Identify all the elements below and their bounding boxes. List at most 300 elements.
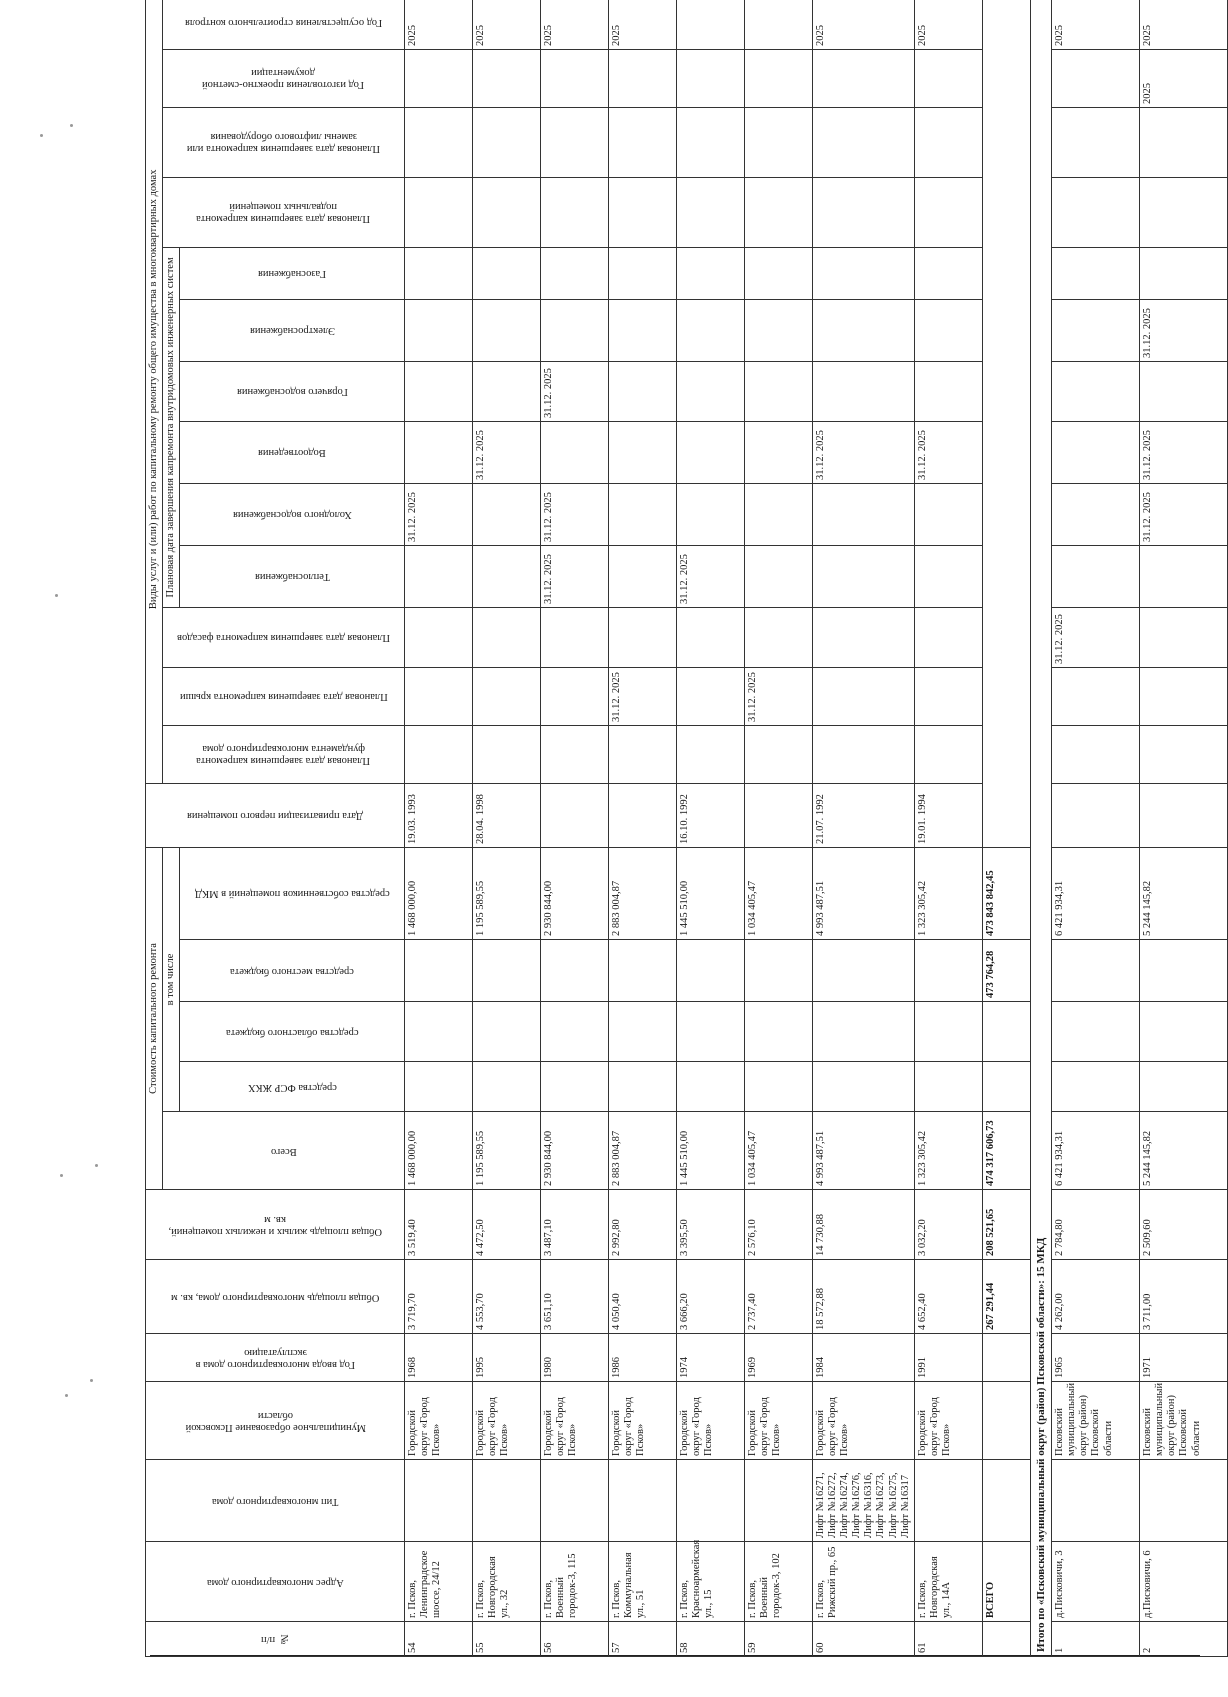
cell bbox=[982, 0, 1030, 847]
header-elec-text: Электроснабжения bbox=[249, 325, 335, 337]
cell-obl bbox=[473, 1002, 541, 1062]
cell-hot bbox=[914, 361, 982, 421]
cell-own: 1 323 305,42 bbox=[914, 847, 982, 939]
table-body-city bbox=[405, 0, 983, 1657]
cell-facade bbox=[405, 607, 473, 667]
cell-cold bbox=[609, 483, 677, 545]
table-total bbox=[982, 0, 1052, 1657]
cell-facade bbox=[677, 607, 745, 667]
cell-total: 4 262,00 bbox=[1052, 1260, 1140, 1334]
cell-living: 14 730,88 bbox=[813, 1190, 915, 1260]
cell-num: 60 bbox=[813, 1622, 915, 1657]
total-label: ВСЕГО bbox=[982, 1542, 1030, 1622]
cell-roof bbox=[1052, 667, 1140, 725]
cell-living: 3 487,10 bbox=[541, 1190, 609, 1260]
cell-obl bbox=[609, 1002, 677, 1062]
cell-total: 3 651,10 bbox=[541, 1260, 609, 1334]
total-own: 473 843 842,45 bbox=[982, 847, 1030, 939]
header-obl bbox=[180, 1002, 405, 1062]
cell-addr: г. Псков, Коммунальная ул., 51 bbox=[609, 1542, 677, 1622]
cell-priv bbox=[1052, 783, 1140, 847]
cell-addr: д.Писковичи, 3 bbox=[1052, 1542, 1140, 1622]
cell-heat bbox=[914, 545, 982, 607]
table-body-district bbox=[1052, 0, 1228, 1657]
cell-addr: г. Псков, Военный городок-3, 115 bbox=[541, 1542, 609, 1622]
cell-cost_all: 6 421 934,31 bbox=[1052, 1112, 1140, 1190]
cell-heat bbox=[1052, 545, 1140, 607]
cell-facade bbox=[914, 607, 982, 667]
cell-mest bbox=[405, 940, 473, 1002]
cell-own: 2 930 844,00 bbox=[541, 847, 609, 939]
header-psd-text: Год изготовления проектно-сметной документации bbox=[202, 67, 365, 91]
table-row bbox=[677, 0, 745, 1657]
cell-mun: Псковский муниципальный округ (район) Псковской области bbox=[1052, 1382, 1140, 1460]
header-own-text: средства собственников помещений в МКД bbox=[194, 888, 390, 900]
table-row bbox=[405, 0, 473, 1657]
cell-mest bbox=[745, 940, 813, 1002]
cell-mun: Городской округ «Город Псков» bbox=[677, 1382, 745, 1460]
cell-cost_all: 1 468 000,00 bbox=[405, 1112, 473, 1190]
cell-psd bbox=[745, 49, 813, 107]
scan-speck bbox=[90, 1379, 93, 1382]
cell-fsr bbox=[405, 1062, 473, 1112]
cell-year: 1965 bbox=[1052, 1334, 1140, 1382]
cell-priv: 21.07. 1992 bbox=[813, 783, 915, 847]
cell-found bbox=[541, 725, 609, 783]
cell bbox=[982, 1334, 1030, 1382]
header-mest bbox=[180, 940, 405, 1002]
cell-psd bbox=[609, 49, 677, 107]
cell-gas bbox=[813, 247, 915, 299]
cell-gas bbox=[914, 247, 982, 299]
header-sewer-text: Водоотведения bbox=[258, 447, 326, 459]
cell-elec bbox=[745, 299, 813, 361]
cell-mest bbox=[1140, 940, 1228, 1002]
header-heat bbox=[180, 545, 405, 607]
cell-sew: 31.12. 2025 bbox=[473, 421, 541, 483]
cell-facade bbox=[541, 607, 609, 667]
cell-hot bbox=[1052, 361, 1140, 421]
header-year bbox=[146, 1334, 405, 1382]
header-fsr-text: средства ФСР ЖКХ bbox=[247, 1081, 337, 1093]
cell-base bbox=[609, 177, 677, 247]
cell-found bbox=[609, 725, 677, 783]
cell-num: 57 bbox=[609, 1622, 677, 1657]
cell-lift bbox=[541, 107, 609, 177]
cell-found bbox=[473, 725, 541, 783]
cell-addr: г. Псков, Новгородская ул., 32 bbox=[473, 1542, 541, 1622]
cell-num: 58 bbox=[677, 1622, 745, 1657]
cell-cold bbox=[914, 483, 982, 545]
cell-cold bbox=[473, 483, 541, 545]
header-cost-all bbox=[163, 1112, 405, 1190]
cell-mun: Городской округ «Город Псков» bbox=[405, 1382, 473, 1460]
cell-mun: Псковский муниципальный округ (район) Псковской области bbox=[1140, 1382, 1228, 1460]
cell-year: 1991 bbox=[914, 1334, 982, 1382]
cell-roof bbox=[813, 667, 915, 725]
cell-gas bbox=[745, 247, 813, 299]
cell-obl bbox=[1140, 1002, 1228, 1062]
cell-cost_all: 1 034 405,47 bbox=[745, 1112, 813, 1190]
section-row bbox=[1030, 0, 1052, 1657]
header-num bbox=[146, 1622, 405, 1657]
cell-year: 1974 bbox=[677, 1334, 745, 1382]
cell-cost_all: 1 323 305,42 bbox=[914, 1112, 982, 1190]
cell-priv bbox=[745, 783, 813, 847]
header-facade-text: Плановая дата завершения капремонта фасадов bbox=[177, 632, 391, 644]
cell-lift bbox=[473, 107, 541, 177]
cell-found bbox=[405, 725, 473, 783]
cell-obl bbox=[1052, 1002, 1140, 1062]
cell-total: 18 572,88 bbox=[813, 1260, 915, 1334]
cell-living: 2 784,80 bbox=[1052, 1190, 1140, 1260]
cell-obl bbox=[677, 1002, 745, 1062]
scan-speck bbox=[60, 1174, 63, 1177]
header-cost-group: Стоимость капитального ремонта bbox=[146, 847, 163, 1189]
total-cost: 474 317 606,73 bbox=[982, 1112, 1030, 1190]
cell-elec bbox=[1052, 299, 1140, 361]
cell-addr: г. Псков, Новгородская ул., 14А bbox=[914, 1542, 982, 1622]
cell-own: 1 195 589,55 bbox=[473, 847, 541, 939]
cell-found bbox=[1052, 725, 1140, 783]
header-address bbox=[146, 1542, 405, 1622]
section-title: Итого по «Псковский муниципальный округ (район) Псковской области»: 15 МКД bbox=[1030, 0, 1052, 1657]
cell-facade bbox=[813, 607, 915, 667]
cell-gas bbox=[541, 247, 609, 299]
cell-own: 6 421 934,31 bbox=[1052, 847, 1140, 939]
cell-gas bbox=[609, 247, 677, 299]
cell-sew bbox=[541, 421, 609, 483]
cell-addr: г. Псков, Ленинградское шоссе, 24/12 bbox=[405, 1542, 473, 1622]
header-control-text: Год осуществления строительного контроля bbox=[185, 17, 383, 29]
cell-obl bbox=[541, 1002, 609, 1062]
cell-obl bbox=[405, 1002, 473, 1062]
cell-cold: 31.12. 2025 bbox=[541, 483, 609, 545]
cell-fsr bbox=[1052, 1062, 1140, 1112]
cell-base bbox=[677, 177, 745, 247]
cell-sk: 2025 bbox=[405, 0, 473, 49]
header-total-area bbox=[146, 1260, 405, 1334]
cell-heat bbox=[609, 545, 677, 607]
cell-total: 2 737,40 bbox=[745, 1260, 813, 1334]
cell-type bbox=[914, 1460, 982, 1542]
cell-year: 1968 bbox=[405, 1334, 473, 1382]
cell-num: 55 bbox=[473, 1622, 541, 1657]
cell-base bbox=[813, 177, 915, 247]
cell-sk: 2025 bbox=[813, 0, 915, 49]
scan-speck bbox=[55, 594, 58, 597]
cell-fsr bbox=[473, 1062, 541, 1112]
cell bbox=[982, 1622, 1030, 1657]
cell-elec bbox=[813, 299, 915, 361]
cell-type bbox=[473, 1460, 541, 1542]
cell-fsr bbox=[677, 1062, 745, 1112]
cell-sk: 2025 bbox=[541, 0, 609, 49]
cell-year: 1986 bbox=[609, 1334, 677, 1382]
cell-lift bbox=[1140, 107, 1228, 177]
cell-type bbox=[1140, 1460, 1228, 1542]
cell-elec: 31.12. 2025 bbox=[1140, 299, 1228, 361]
scan-speck bbox=[65, 1394, 68, 1397]
header-privatization-text: Дата приватизации первого помещения bbox=[187, 810, 364, 822]
header-sewer bbox=[180, 421, 405, 483]
cell-cost_all: 4 993 487,51 bbox=[813, 1112, 915, 1190]
cell-year: 1980 bbox=[541, 1334, 609, 1382]
cell-year: 1971 bbox=[1140, 1334, 1228, 1382]
header-hot bbox=[180, 361, 405, 421]
cell-sk: 2025 bbox=[1140, 0, 1228, 49]
cell-base bbox=[1140, 177, 1228, 247]
cell-roof: 31.12. 2025 bbox=[609, 667, 677, 725]
cell-lift bbox=[1052, 107, 1140, 177]
cell-own: 1 445 510,00 bbox=[677, 847, 745, 939]
cell-elec bbox=[677, 299, 745, 361]
header-address-text: Адрес многоквартирного дома bbox=[206, 1576, 344, 1588]
header-type bbox=[146, 1460, 405, 1542]
cell-priv: 19.03. 1993 bbox=[405, 783, 473, 847]
cell-living: 2 576,10 bbox=[745, 1190, 813, 1260]
cell-mun: Городской округ «Город Псков» bbox=[473, 1382, 541, 1460]
cell-heat bbox=[473, 545, 541, 607]
cell-base bbox=[405, 177, 473, 247]
cell-roof bbox=[914, 667, 982, 725]
cell-own: 2 883 004,87 bbox=[609, 847, 677, 939]
header-engineering-group: Плановая дата завершения капремонта внутридомовых инженерных систем bbox=[163, 247, 180, 607]
cell-sew: 31.12. 2025 bbox=[1140, 421, 1228, 483]
cell-roof: 31.12. 2025 bbox=[745, 667, 813, 725]
cell-type bbox=[1052, 1460, 1140, 1542]
cell-cost_all: 5 244 145,82 bbox=[1140, 1112, 1228, 1190]
cell-own: 1 468 000,00 bbox=[405, 847, 473, 939]
cell-mest bbox=[914, 940, 982, 1002]
cell-mest bbox=[473, 940, 541, 1002]
cell-total: 4 050,40 bbox=[609, 1260, 677, 1334]
table-row bbox=[813, 0, 915, 1657]
cell-fsr bbox=[745, 1062, 813, 1112]
cell-gas bbox=[473, 247, 541, 299]
table-row bbox=[541, 0, 609, 1657]
cell-year: 1969 bbox=[745, 1334, 813, 1382]
cell-gas bbox=[405, 247, 473, 299]
cell-priv bbox=[609, 783, 677, 847]
header-municipality-text: Муниципальное образование Псковской области bbox=[184, 1409, 366, 1433]
scan-speck bbox=[70, 124, 73, 127]
header-fsr bbox=[180, 1062, 405, 1112]
cell-num: 54 bbox=[405, 1622, 473, 1657]
header-cold bbox=[180, 483, 405, 545]
cell bbox=[982, 1460, 1030, 1542]
cell-lift bbox=[914, 107, 982, 177]
cell-own: 4 993 487,51 bbox=[813, 847, 915, 939]
cell-hot bbox=[745, 361, 813, 421]
cell-psd bbox=[1052, 49, 1140, 107]
cell-cost_all: 2 930 844,00 bbox=[541, 1112, 609, 1190]
cell-sk bbox=[745, 0, 813, 49]
cell-mun: Городской округ «Город Псков» bbox=[541, 1382, 609, 1460]
cell-living: 3 519,40 bbox=[405, 1190, 473, 1260]
cell-num: 59 bbox=[745, 1622, 813, 1657]
cell bbox=[982, 1382, 1030, 1460]
cell-sew: 31.12. 2025 bbox=[914, 421, 982, 483]
header-gas bbox=[180, 247, 405, 299]
header-municipality bbox=[146, 1382, 405, 1460]
cell-obl bbox=[745, 1002, 813, 1062]
cell-cost_all: 2 883 004,87 bbox=[609, 1112, 677, 1190]
cell-hot bbox=[609, 361, 677, 421]
cell-year: 1995 bbox=[473, 1334, 541, 1382]
table-row bbox=[1052, 0, 1140, 1657]
cell-sk: 2025 bbox=[473, 0, 541, 49]
cell-found bbox=[745, 725, 813, 783]
cell-addr: г. Псков, Военный городок-3, 102 bbox=[745, 1542, 813, 1622]
cell bbox=[982, 1062, 1030, 1112]
cell-mun: Городской округ «Город Псков» bbox=[609, 1382, 677, 1460]
header-cost-all-text: Всего bbox=[270, 1145, 297, 1157]
cell-base bbox=[473, 177, 541, 247]
header-control bbox=[163, 0, 405, 49]
cell-hot bbox=[813, 361, 915, 421]
cell-psd bbox=[405, 49, 473, 107]
header-obl-text: средства областного бюджета bbox=[225, 1026, 359, 1038]
cell-addr: д.Писковичи, 6 bbox=[1140, 1542, 1228, 1622]
cell-found bbox=[813, 725, 915, 783]
cell-sew: 31.12. 2025 bbox=[813, 421, 915, 483]
table-row bbox=[1140, 0, 1228, 1657]
total-area: 267 291,44 bbox=[982, 1260, 1030, 1334]
cell-mest bbox=[677, 940, 745, 1002]
cell-mun: Городской округ «Город Псков» bbox=[914, 1382, 982, 1460]
cell-sk: 2025 bbox=[609, 0, 677, 49]
cell-sk bbox=[677, 0, 745, 49]
cell-own: 1 034 405,47 bbox=[745, 847, 813, 939]
cell-total: 4 652,40 bbox=[914, 1260, 982, 1334]
cell-type bbox=[745, 1460, 813, 1542]
cell-psd bbox=[473, 49, 541, 107]
cell-facade bbox=[745, 607, 813, 667]
cell-mun: Городской округ «Город Псков» bbox=[745, 1382, 813, 1460]
scan-speck bbox=[40, 134, 43, 137]
cell-type: Лифт №16271, Лифт №16272, Лифт №16274, Лифт №16276, Лифт №16316, Лифт №16273, Лифт №16275, Лифт №16317 bbox=[813, 1460, 915, 1542]
header-type-text: Тип многоквартирного дома bbox=[211, 1495, 339, 1507]
cell-priv: 28.04. 1998 bbox=[473, 783, 541, 847]
cell-cold bbox=[745, 483, 813, 545]
header-lift-text: Плановая дата завершения капремонта или замены лифтового оборудования bbox=[187, 131, 381, 155]
cell-lift bbox=[745, 107, 813, 177]
header-heat-text: Теплоснабжения bbox=[254, 571, 330, 583]
cell-hot bbox=[677, 361, 745, 421]
cell-type bbox=[541, 1460, 609, 1542]
cell-priv bbox=[1140, 783, 1228, 847]
cell-num: 1 bbox=[1052, 1622, 1140, 1657]
cell-cold: 31.12. 2025 bbox=[405, 483, 473, 545]
table-row bbox=[609, 0, 677, 1657]
cell-sew bbox=[609, 421, 677, 483]
cell-heat bbox=[813, 545, 915, 607]
cell-psd bbox=[677, 49, 745, 107]
capital-repair-table bbox=[145, 0, 1228, 1657]
cell-mest bbox=[609, 940, 677, 1002]
cell-sew bbox=[677, 421, 745, 483]
cell-total: 3 666,20 bbox=[677, 1260, 745, 1334]
cell-found bbox=[1140, 725, 1228, 783]
header-living-area-text: Общая площадь жилых и нежилых помещений, кв. м bbox=[168, 1213, 382, 1237]
cell-psd bbox=[914, 49, 982, 107]
cell-gas bbox=[677, 247, 745, 299]
cell-obl bbox=[813, 1002, 915, 1062]
cell-facade bbox=[473, 607, 541, 667]
table-row bbox=[473, 0, 541, 1657]
cell-elec bbox=[541, 299, 609, 361]
cell-fsr bbox=[541, 1062, 609, 1112]
cell-own: 5 244 145,82 bbox=[1140, 847, 1228, 939]
cell-type bbox=[609, 1460, 677, 1542]
cell-living: 2 509,60 bbox=[1140, 1190, 1228, 1260]
cell-elec bbox=[914, 299, 982, 361]
cell-addr: г. Псков, Красноармейская ул., 15 bbox=[677, 1542, 745, 1622]
cell-facade bbox=[1140, 607, 1228, 667]
cell-cold bbox=[677, 483, 745, 545]
cell-roof bbox=[1140, 667, 1228, 725]
cell-sk: 2025 bbox=[1052, 0, 1140, 49]
cell-heat bbox=[745, 545, 813, 607]
cell-total: 3 711,00 bbox=[1140, 1260, 1228, 1334]
cell-mun: Городской округ «Город Псков» bbox=[813, 1382, 915, 1460]
header-year-text: Год ввода многоквартирного дома в эксплуатацию bbox=[195, 1346, 355, 1370]
cell-fsr bbox=[609, 1062, 677, 1112]
total-mest: 473 764,28 bbox=[982, 940, 1030, 1002]
cell-found bbox=[677, 725, 745, 783]
cell-num: 61 bbox=[914, 1622, 982, 1657]
cell-heat bbox=[405, 545, 473, 607]
cell-elec bbox=[405, 299, 473, 361]
cell-base bbox=[1052, 177, 1140, 247]
cell-num: 2 bbox=[1140, 1622, 1228, 1657]
cell-gas bbox=[1052, 247, 1140, 299]
cell-sk: 2025 bbox=[914, 0, 982, 49]
cell-cold bbox=[813, 483, 915, 545]
total-living: 208 521,65 bbox=[982, 1190, 1030, 1260]
header-total-area-text: Общая площадь многоквартирного дома, кв. м bbox=[170, 1291, 380, 1303]
header-mest-text: средства местного бюджета bbox=[230, 965, 355, 977]
cell-facade: 31.12. 2025 bbox=[1052, 607, 1140, 667]
cell-cost_all: 1 445 510,00 bbox=[677, 1112, 745, 1190]
header-incl: в том числе bbox=[163, 847, 180, 1111]
cell-hot: 31.12. 2025 bbox=[541, 361, 609, 421]
header-hot-text: Горячего водоснабжения bbox=[236, 386, 348, 398]
cell-cold bbox=[1052, 483, 1140, 545]
header-own bbox=[180, 847, 405, 939]
header-lift bbox=[163, 107, 405, 177]
cell-base bbox=[745, 177, 813, 247]
cell-cost_all: 1 195 589,55 bbox=[473, 1112, 541, 1190]
table-row bbox=[745, 0, 813, 1657]
cell-roof bbox=[473, 667, 541, 725]
cell-base bbox=[914, 177, 982, 247]
cell-lift bbox=[405, 107, 473, 177]
cell-mest bbox=[1052, 940, 1140, 1002]
cell-sew bbox=[745, 421, 813, 483]
cell-priv: 19.01. 1994 bbox=[914, 783, 982, 847]
cell-base bbox=[541, 177, 609, 247]
header-basement-text: Плановая дата завершения капремонта подвальных помещений bbox=[196, 201, 371, 225]
header-gas-text: Газоснабжения bbox=[258, 268, 327, 280]
cell-total: 4 553,70 bbox=[473, 1260, 541, 1334]
header-foundation bbox=[163, 725, 405, 783]
cell-sew bbox=[405, 421, 473, 483]
cell-roof bbox=[677, 667, 745, 725]
header-roof-text: Плановая дата завершения капремонта крыши bbox=[179, 691, 388, 703]
cell-mest bbox=[541, 940, 609, 1002]
